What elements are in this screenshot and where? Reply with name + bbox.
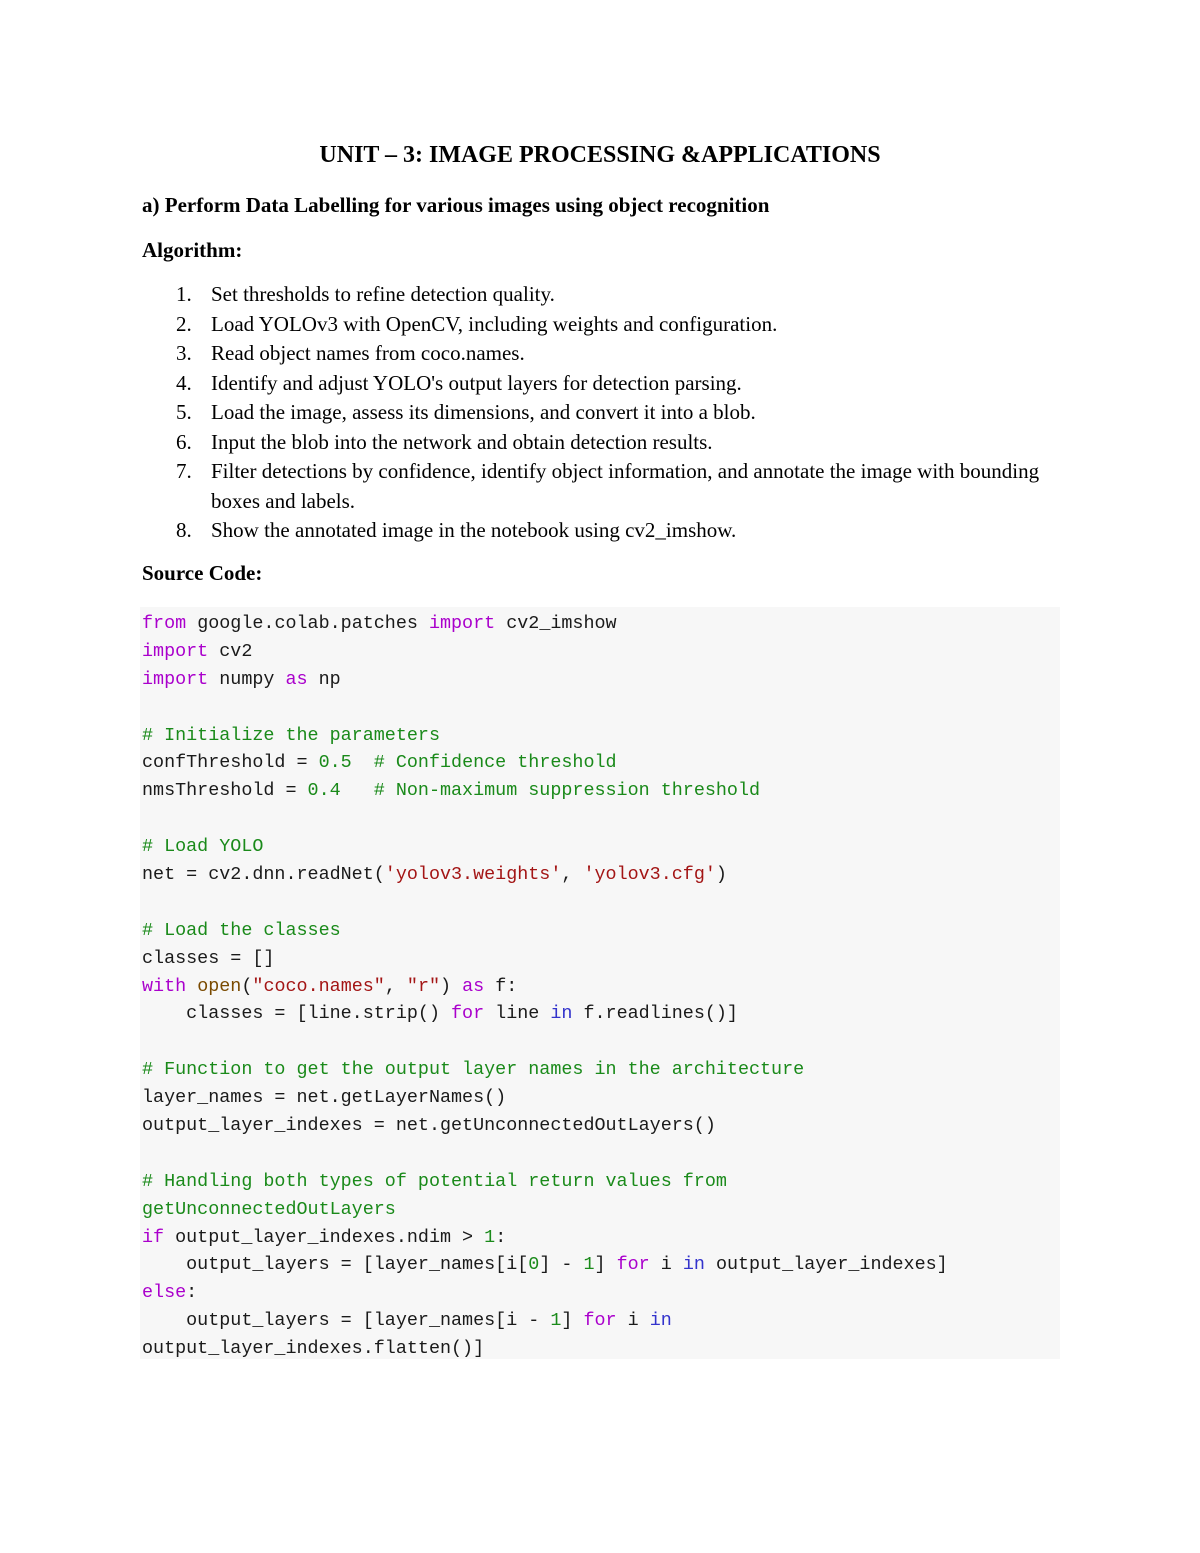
code-line [142, 1307, 948, 1335]
code-comment: # Handling both types of potential return values from [142, 1170, 727, 1192]
code-line [142, 694, 948, 722]
source-code-heading: Source Code: [142, 561, 263, 585]
code-keyword: import [142, 668, 209, 690]
step-number: 5. [176, 400, 192, 424]
code-text: i [616, 1310, 650, 1332]
code-comment: # Initialize the parameters [142, 724, 440, 746]
code-line [142, 1028, 948, 1056]
algorithm-step [142, 516, 1062, 546]
code-text: output_layers = [layer_names[i - [142, 1310, 551, 1332]
step-text: Filter detections by confidence, identify object information, and annotate the image with bounding boxes and labels. [211, 459, 1040, 513]
step-text: Load the image, assess its dimensions, and convert it into a blob. [211, 400, 756, 424]
code-line [142, 973, 948, 1001]
code-text: ( [241, 975, 253, 997]
algorithm-step [142, 310, 1062, 340]
code-line [142, 1112, 948, 1140]
code-keyword: else [142, 1282, 187, 1304]
algorithm-heading: Algorithm: [142, 238, 243, 262]
code-line [142, 833, 948, 861]
code-block [140, 607, 1060, 1359]
code-text [352, 752, 374, 773]
code-text: numpy [208, 668, 286, 690]
code-line [142, 722, 948, 750]
step-number: 8. [176, 518, 192, 542]
code-keyword: if [142, 1226, 165, 1248]
code-keyword: in [649, 1310, 672, 1332]
code-keyword: for [616, 1254, 650, 1276]
code-lines [142, 610, 948, 1363]
code-text: classes = [line.strip() [142, 1003, 452, 1025]
code-text: google.colab.patches [186, 613, 429, 634]
code-line [142, 1140, 948, 1168]
code-string: 'yolov3.weights' [384, 864, 562, 886]
code-number: 1 [484, 1226, 496, 1248]
code-text: : [186, 1282, 198, 1304]
code-line [142, 1000, 948, 1028]
code-keyword: in [682, 1254, 705, 1276]
code-keyword: import [428, 613, 496, 634]
step-text: Input the blob into the network and obtain detection results. [211, 429, 713, 454]
code-text: net = cv2.dnn.readNet( [142, 864, 385, 886]
step-text: Read object names from coco.names. [211, 341, 525, 365]
algorithm-step [142, 398, 1062, 428]
algorithm-step [142, 369, 1062, 399]
code-keyword: in [550, 1003, 573, 1025]
step-number: 4. [176, 370, 192, 395]
code-text: i [649, 1254, 683, 1276]
code-line [142, 1196, 948, 1224]
algorithm-step [142, 280, 1062, 310]
step-number: 1. [176, 282, 192, 306]
code-line [142, 638, 948, 666]
code-string: "r" [406, 975, 441, 997]
code-text: cv2 [208, 640, 253, 662]
code-text: ] [594, 1254, 617, 1276]
code-number: 1 [550, 1310, 562, 1332]
code-line [142, 610, 948, 638]
step-number: 3. [176, 341, 192, 365]
code-text: line [484, 1003, 551, 1025]
code-line [142, 945, 948, 973]
code-text [341, 780, 374, 801]
code-text [186, 976, 197, 997]
code-comment: # Load YOLO [142, 836, 264, 858]
algorithm-steps-list [142, 280, 1062, 546]
code-text: f: [484, 975, 518, 997]
code-number: 0.4 [307, 780, 341, 802]
code-comment: # Confidence threshold [373, 752, 617, 774]
step-number: 7. [176, 459, 192, 483]
page-title: UNIT – 3: IMAGE PROCESSING &APPLICATIONS [319, 142, 881, 168]
code-keyword: from [142, 613, 187, 634]
code-line [142, 1056, 948, 1084]
code-keyword: for [451, 1003, 485, 1025]
step-text: Load YOLOv3 with OpenCV, including weights and configuration. [211, 311, 778, 336]
code-keyword: as [285, 668, 308, 690]
code-text: f.readlines()] [572, 1003, 738, 1025]
code-text: output_layer_indexes] [704, 1254, 948, 1276]
code-line [142, 917, 948, 945]
code-builtin: open [197, 975, 242, 997]
code-comment: # Non-maximum suppression threshold [373, 780, 761, 802]
code-text: output_layer_indexes = net.getUnconnectedOutLayers() [142, 1115, 716, 1137]
code-comment: getUnconnectedOutLayers [142, 1198, 396, 1220]
code-text: : [495, 1226, 507, 1248]
code-text: output_layer_indexes.ndim > [164, 1226, 485, 1248]
code-text: classes = [] [142, 947, 275, 969]
code-keyword: as [462, 975, 485, 997]
code-text: np [307, 668, 341, 690]
code-text: , [384, 975, 407, 997]
code-line [142, 1335, 948, 1363]
code-text: ) [715, 864, 727, 886]
code-line [142, 666, 948, 694]
code-string: "coco.names" [252, 975, 385, 997]
code-text: layer_names = net.getLayerNames() [142, 1087, 507, 1109]
algorithm-step [142, 428, 1062, 458]
step-text: Show the annotated image in the notebook using cv2_imshow. [211, 518, 737, 542]
code-text: ) [440, 975, 463, 997]
code-comment: # Load the classes [142, 919, 341, 941]
code-number: 1 [583, 1254, 595, 1276]
code-text: output_layer_indexes.flatten()] [142, 1338, 485, 1360]
code-number: 0.5 [318, 752, 352, 774]
code-keyword: for [583, 1310, 617, 1332]
code-text: , [561, 864, 584, 886]
code-keyword: import [142, 640, 209, 662]
code-text: ] [561, 1310, 584, 1332]
code-line [142, 1279, 948, 1307]
algorithm-step [142, 457, 1062, 516]
code-line [142, 1251, 948, 1279]
code-line [142, 889, 948, 917]
step-text: Identify and adjust YOLO's output layers for detection parsing. [211, 370, 742, 395]
code-text: confThreshold = [142, 752, 319, 774]
step-number: 2. [176, 311, 192, 336]
code-line [142, 1224, 948, 1252]
code-line [142, 861, 948, 889]
code-keyword: with [142, 975, 187, 997]
task-heading: a) Perform Data Labelling for various images using object recognition [142, 193, 770, 217]
code-text: nmsThreshold = [142, 780, 308, 802]
code-line [142, 749, 948, 777]
code-line [142, 777, 948, 805]
step-number: 6. [176, 429, 192, 454]
code-text: output_layers = [layer_names[i[ [142, 1254, 529, 1276]
code-text: cv2_imshow [495, 613, 617, 634]
code-line [142, 1084, 948, 1112]
code-line [142, 1168, 948, 1196]
code-comment: # Function to get the output layer names in the architecture [142, 1059, 805, 1081]
code-text: ] - [539, 1254, 584, 1276]
step-text: Set thresholds to refine detection quality. [211, 282, 555, 306]
algorithm-step [142, 339, 1062, 369]
code-number: 0 [528, 1254, 540, 1276]
code-string: 'yolov3.cfg' [583, 864, 716, 886]
code-line [142, 805, 948, 833]
